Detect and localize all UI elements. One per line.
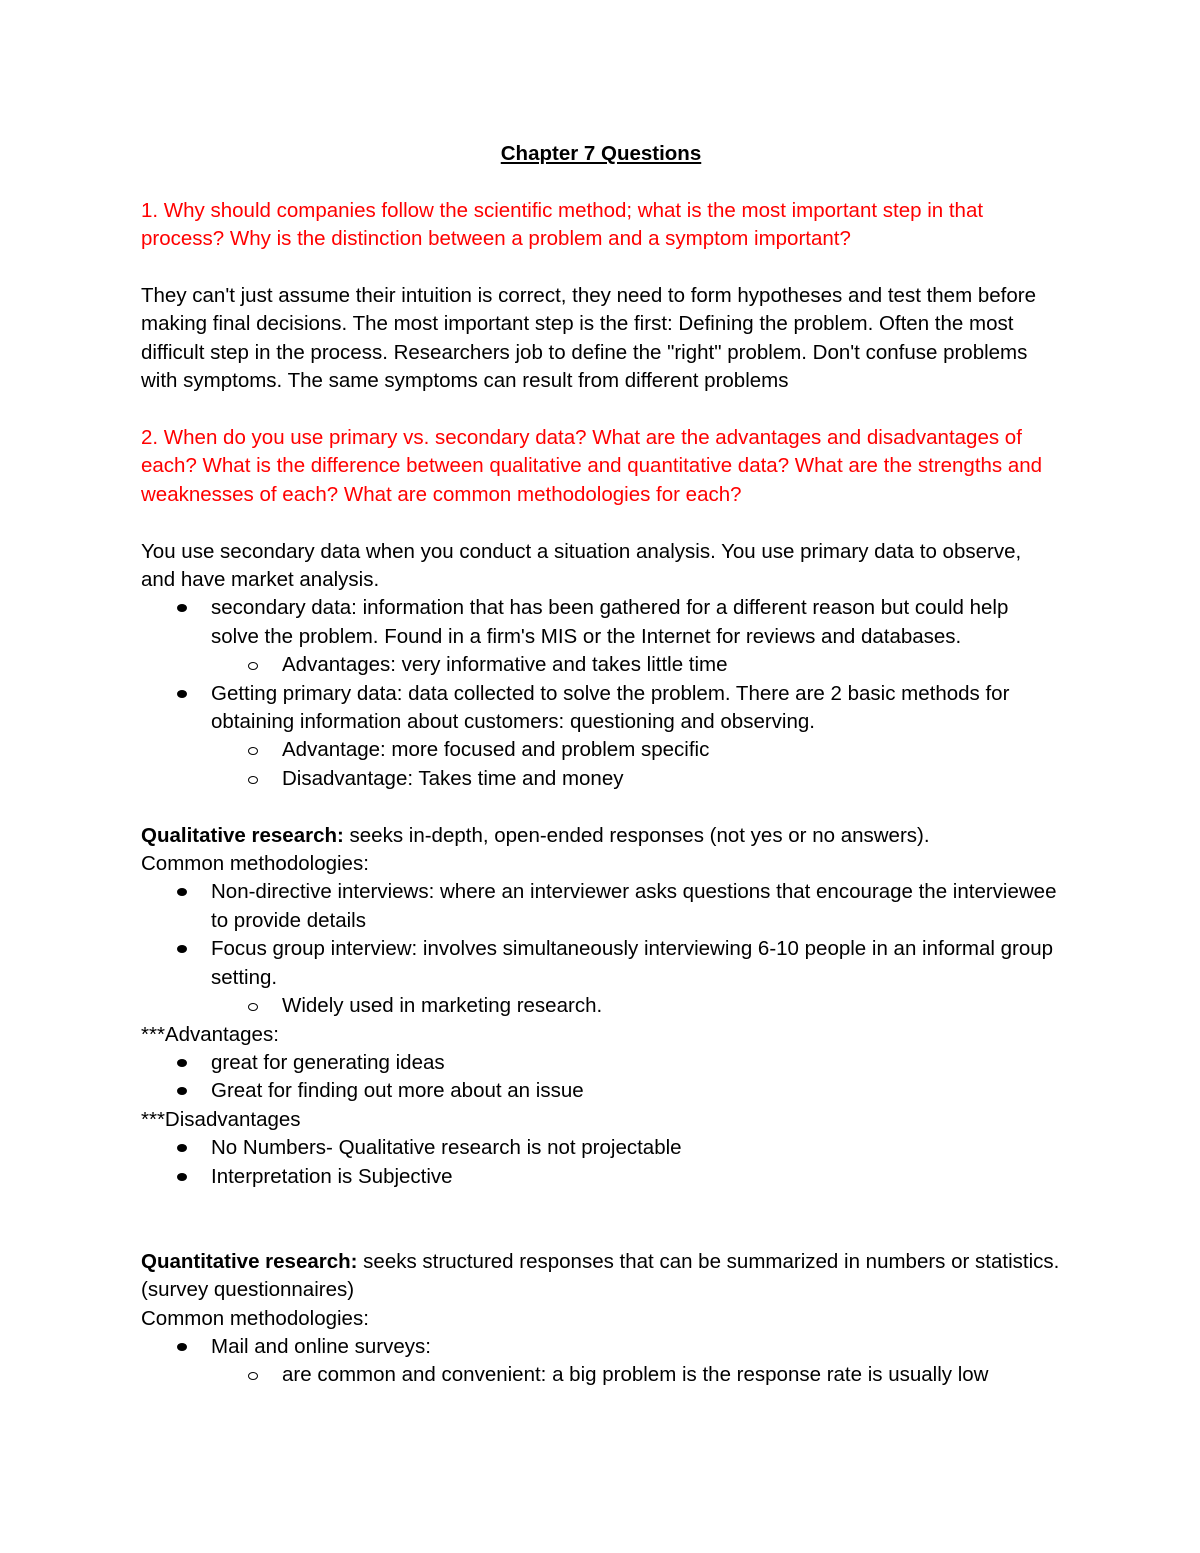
qualitative-methods-label: Common methodologies: — [141, 852, 369, 876]
qualitative-label: Qualitative research: — [141, 823, 344, 847]
document-body — [141, 140, 1061, 1390]
question-2: 2. When do you use primary vs. secondary data? What are the advantages and disadvantages of each? What is the difference between qualitative and quantitative data? What are the strengths and weaknesses of each? What are common methodologies for each? — [141, 426, 1043, 506]
list-item-text: Mail and online surveys: — [211, 1334, 431, 1358]
list-item-text: Getting primary data: data collected to solve the problem. There are 2 basic methods for obtaining information about customers: questioning and observing. — [211, 681, 1010, 734]
spacer — [141, 793, 1061, 821]
sub-list — [211, 736, 1061, 793]
sub-list-item: Disadvantage: Takes time and money — [211, 765, 1061, 793]
sub-list — [211, 651, 1061, 679]
list-item-text: Focus group interview: involves simultaneously interviewing 6-10 people in an informal group setting. — [211, 937, 1054, 989]
sub-list-item: Advantages: very informative and takes little time — [211, 651, 1061, 679]
sub-list — [211, 1361, 1061, 1389]
spacer — [141, 1191, 1061, 1248]
disadvantages-list — [141, 1134, 1061, 1191]
sub-list-item: Advantage: more focused and problem specific — [211, 736, 1061, 764]
qualitative-methods-list — [141, 878, 1061, 1020]
list-item-text: secondary data: information that has been gathered for a different reason but could help solve the problem. Found in a firm's MIS or the Internet for reviews and databases. — [211, 596, 1009, 648]
answer-2: You use secondary data when you conduct a situation analysis. You use primary data to observe, and have market analysis. — [141, 539, 1022, 592]
list-item: Interpretation is Subjective — [141, 1163, 1061, 1191]
quantitative-label: Quantitative research: — [141, 1249, 358, 1273]
qualitative-text: seeks in-depth, open-ended responses (not yes or no answers). — [343, 823, 930, 847]
sub-list — [211, 992, 1061, 1020]
list-item: Great for finding out more about an issue — [141, 1077, 1061, 1105]
list-item — [141, 680, 1061, 794]
sub-list-item: Widely used in marketing research. — [211, 992, 1061, 1020]
qualitative-definition — [141, 822, 1061, 850]
answer-1: They can't just assume their intuition is correct, they need to form hypotheses and test them before making final decisions. The most important step is the first: Defining the problem. Often the most difficult step in the process. Researchers job to define the "right" problem. Don't confuse problems with symptoms. The same symptoms can result from different problems — [141, 284, 1036, 393]
list-item — [141, 594, 1061, 679]
list-item: great for generating ideas — [141, 1049, 1061, 1077]
page-title: Chapter 7 Questions — [500, 142, 702, 165]
advantages-list — [141, 1049, 1061, 1106]
quantitative-definition — [141, 1248, 1061, 1305]
quantitative-text: seeks structured responses that can be summarized in numbers or statistics. (survey questionnaires) — [141, 1249, 1060, 1302]
disadvantages-label: ***Disadvantages — [141, 1107, 301, 1131]
list-item — [141, 1333, 1061, 1390]
sub-list-item: are common and convenient: a big problem is the response rate is usually low — [211, 1361, 1061, 1389]
list-item: No Numbers- Qualitative research is not projectable — [141, 1134, 1061, 1162]
list-item: Non-directive interviews: where an interviewer asks questions that encourage the interviewee to provide details — [141, 878, 1061, 935]
advantages-label: ***Advantages: — [141, 1022, 279, 1046]
data-types-list — [141, 594, 1061, 793]
question-1: 1. Why should companies follow the scientific method; what is the most important step in that process? Why is the distinction between a problem and a symptom important? — [141, 198, 984, 251]
quantitative-methods-label: Common methodologies: — [141, 1306, 369, 1330]
list-item — [141, 935, 1061, 1020]
spacer — [141, 396, 1061, 424]
quantitative-methods-list — [141, 1333, 1061, 1390]
